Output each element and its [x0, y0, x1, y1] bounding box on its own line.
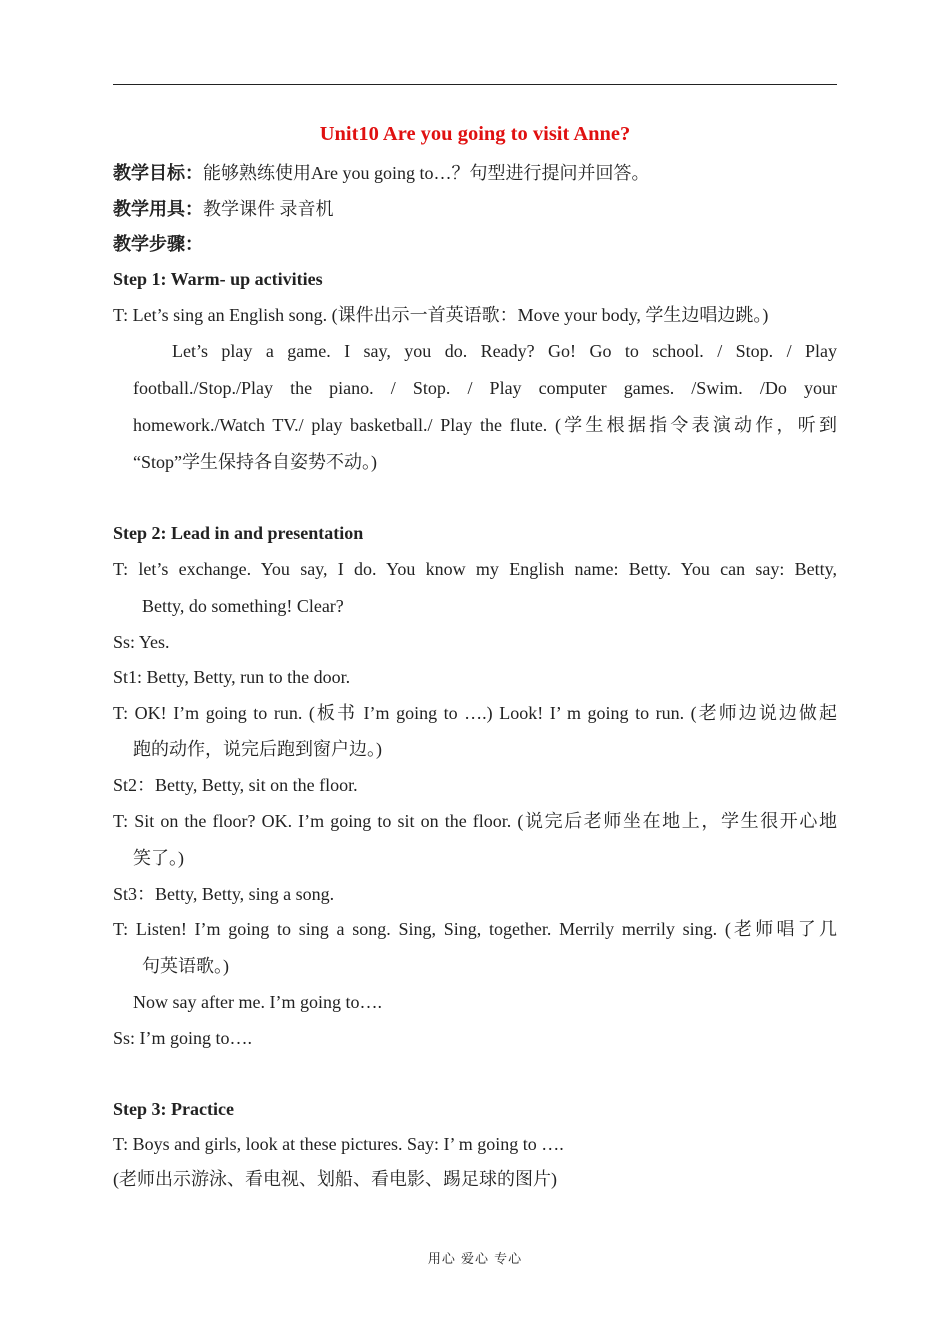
document-title: Unit10 Are you going to visit Anne? — [319, 123, 631, 145]
step1-line: T: Let’s sing an English song. (课件出示一首英语歌：Move your body, 学生边唱边跳。) — [113, 305, 769, 325]
step2-line: T: let’s exchange. You say, I do. You know my English name: Betty. You can say: Betty, — [113, 559, 837, 579]
step2-line: 笑了。) — [133, 848, 184, 868]
step2-line: 句英语歌。) — [142, 956, 229, 976]
step2-line: Ss: I’m going to…. — [113, 1028, 253, 1048]
step1-line: “Stop”学生保持各自姿势不动。) — [133, 452, 377, 472]
objective-line — [113, 160, 837, 186]
objective-text: 能够熟练使用Are you going to…？句型进行提问并回答。 — [203, 163, 650, 183]
step1-heading: Step 1: Warm- up activities — [113, 269, 323, 289]
step1-line: homework./Watch TV./ play basketball./ Play the flute. (学生根据指令表演动作，听到 — [133, 415, 837, 435]
tools-line — [113, 196, 837, 222]
header-rule — [113, 84, 837, 85]
steps-label: 教学步骤： — [113, 234, 203, 254]
step2-line: Betty, do something! Clear? — [142, 596, 344, 616]
step2-line: St2：Betty, Betty, sit on the floor. — [113, 775, 358, 795]
step1-line: Let’s play a game. I say, you do. Ready? Go! Go to school. / Stop. / Play — [172, 341, 837, 361]
step2-line: St3：Betty, Betty, sing a song. — [113, 884, 335, 904]
step2-line: T: Sit on the floor? OK. I’m going to sit on the floor. (说完后老师坐在地上，学生很开心地 — [113, 811, 837, 831]
step3-line: (老师出示游泳、看电视、划船、看电影、踢足球的图片) — [113, 1169, 557, 1189]
step2-line: T: OK! I’m going to run. (板书 I’m going to ….) Look! I’ m going to run. (老师边说边做起 — [113, 703, 837, 723]
step1-line: football./Stop./Play the piano. / Stop. / Play computer games. /Swim. /Do your — [133, 378, 837, 398]
tools-label: 教学用具： — [113, 199, 203, 219]
step3-heading: Step 3: Practice — [113, 1099, 234, 1119]
step2-line: Now say after me. I’m going to…. — [133, 992, 382, 1012]
step2-line: St1: Betty, Betty, run to the door. — [113, 667, 351, 687]
step3-line: T: Boys and girls, look at these pictures. Say: I’ m going to …. — [113, 1134, 564, 1154]
page-footer: 用心 爱心 专心 — [427, 1252, 523, 1267]
objective-label: 教学目标： — [113, 163, 203, 183]
step2-line: 跑的动作，说完后跑到窗户边。) — [133, 739, 382, 759]
step2-heading: Step 2: Lead in and presentation — [113, 523, 364, 543]
step2-line: Ss: Yes. — [113, 632, 170, 652]
tools-text: 教学课件 录音机 — [203, 199, 334, 219]
step2-line: T: Listen! I’m going to sing a song. Sing, Sing, together. Merrily merrily sing. (老师唱了几 — [113, 919, 837, 939]
